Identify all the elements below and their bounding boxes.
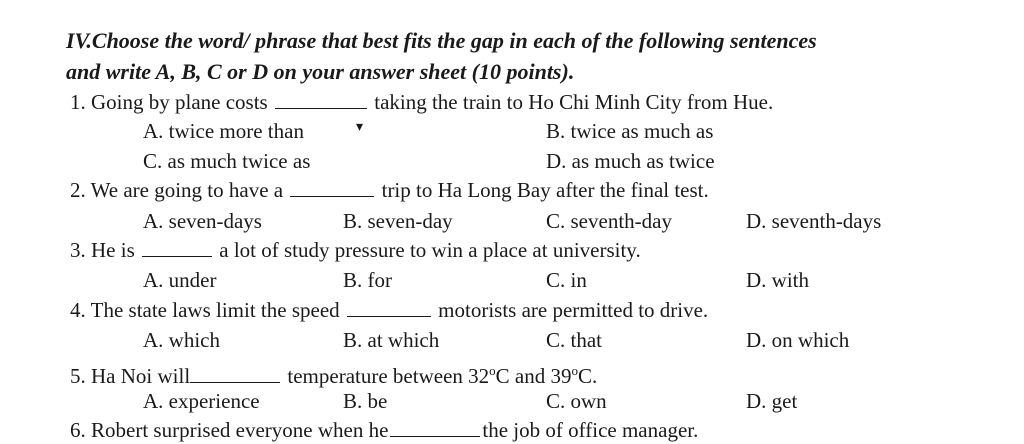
option-b: B. at which (343, 328, 440, 352)
answer-gap (347, 298, 431, 317)
degree-symbol: o (571, 363, 578, 378)
option-b: B. for (343, 268, 392, 292)
option-d: D. seventh-days (746, 209, 882, 233)
question-1 (70, 88, 773, 116)
option-a: A. under (143, 268, 217, 292)
option-a: A. twice more than (143, 119, 304, 143)
option-c: C. in (546, 268, 587, 292)
question-text-unit: C and 39 (495, 364, 572, 388)
instruction-heading-line-2: and write A, B, C or D on your answer sheet (10 points). (66, 59, 575, 84)
question-text-before: Ha Noi will (91, 364, 191, 388)
question-number: 2. (70, 178, 86, 202)
question-5 (70, 357, 597, 390)
question-number: 4. (70, 298, 86, 322)
question-text-before: We are going to have a (90, 178, 284, 202)
option-a: A. seven-days (143, 209, 262, 233)
option-b: B. twice as much as (546, 119, 714, 143)
option-d: D. on which (746, 328, 850, 352)
stray-mark: ▾ (356, 120, 364, 135)
degree-symbol: o (489, 363, 496, 378)
question-text-before: Going by plane costs (91, 90, 268, 114)
question-text-after: the job of office manager. (482, 418, 699, 442)
answer-gap (290, 178, 374, 197)
question-text-unit: C. (577, 364, 598, 388)
answer-gap (390, 418, 480, 437)
question-number: 6. (70, 418, 86, 442)
option-d: D. get (746, 389, 798, 413)
question-text-after: taking the train to Ho Chi Minh City from Hue. (374, 90, 774, 114)
option-c: C. that (546, 328, 602, 352)
question-6 (70, 416, 698, 444)
answer-gap (142, 238, 212, 257)
option-d: D. as much as twice (546, 149, 715, 173)
option-c: C. seventh-day (546, 209, 672, 233)
option-b: B. seven-day (343, 209, 453, 233)
instruction-heading-line-1: IV.Choose the word/ phrase that best fits the gap in each of the following sentences (66, 28, 817, 53)
option-c: C. as much twice as (143, 149, 311, 173)
answer-gap (275, 90, 367, 109)
question-text-after: temperature between 32 (287, 364, 490, 388)
question-2 (70, 176, 709, 204)
question-text-before: He is (91, 238, 135, 262)
answer-gap (190, 364, 280, 383)
question-number: 1. (70, 90, 86, 114)
option-d: D. with (746, 268, 809, 292)
question-3 (70, 236, 641, 264)
question-number: 3. (70, 238, 86, 262)
question-number: 5. (70, 364, 86, 388)
option-b: B. be (343, 389, 388, 413)
question-text-after: trip to Ha Long Bay after the final test. (381, 178, 709, 202)
question-4 (70, 296, 708, 324)
option-a: A. experience (143, 389, 260, 413)
question-text-after: a lot of study pressure to win a place at university. (219, 238, 641, 262)
option-a: A. which (143, 328, 220, 352)
question-text-before: Robert surprised everyone when he (91, 418, 389, 442)
question-text-before: The state laws limit the speed (90, 298, 340, 322)
question-text-after: motorists are permitted to drive. (438, 298, 709, 322)
option-c: C. own (546, 389, 607, 413)
